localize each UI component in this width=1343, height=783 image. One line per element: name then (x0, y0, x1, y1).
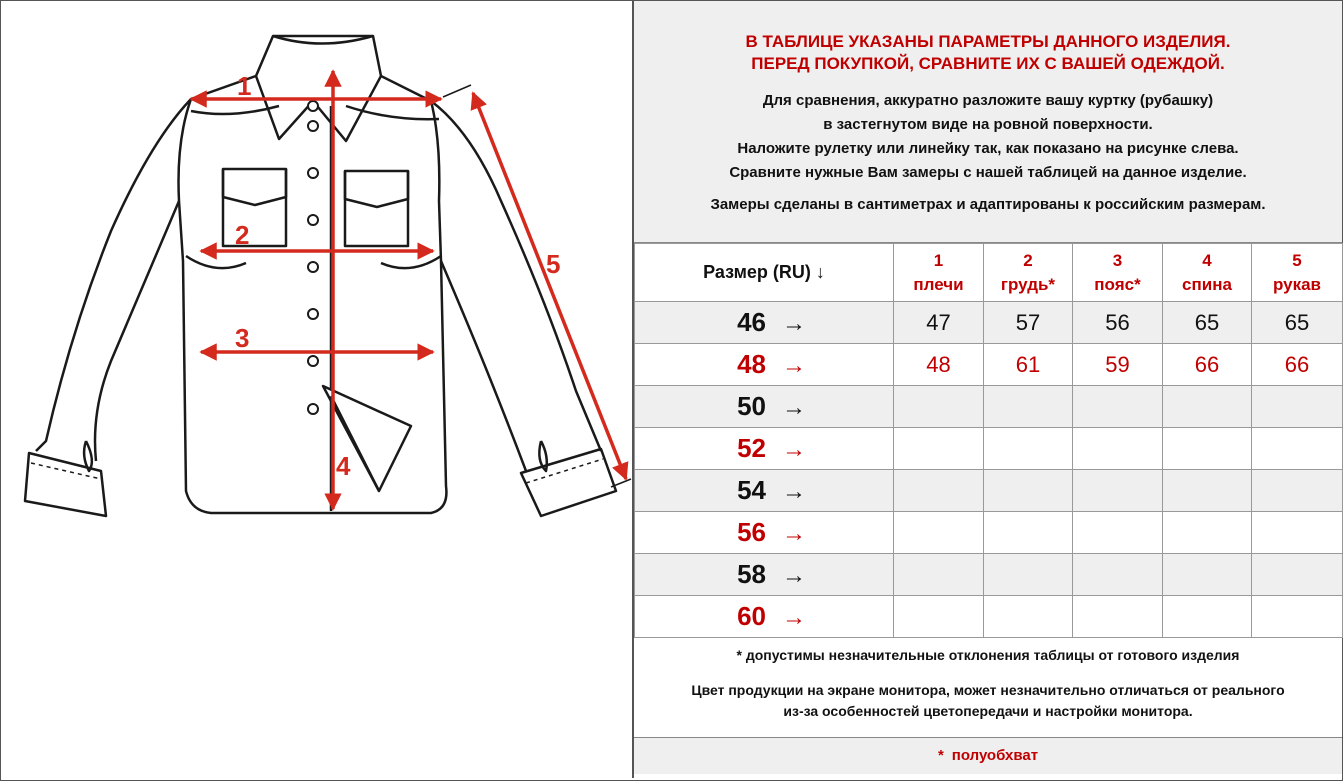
notes-section (634, 638, 1342, 738)
column-header-5: 5 рукав (1252, 244, 1343, 302)
column-header-2: 2 грудь* (984, 244, 1073, 302)
measurement-line-sleeve (473, 93, 626, 479)
label-2: 2 (235, 220, 250, 250)
table-row: 60 → (635, 596, 1343, 638)
size-chart-panel (634, 1, 1342, 778)
column-header-1: 1 плечи (894, 244, 984, 302)
measurement-lines (191, 71, 626, 509)
shirt-diagram-panel (1, 1, 634, 778)
label-5: 5 (546, 249, 561, 279)
table-row: 48 → 48 61 59 66 66 (635, 344, 1343, 386)
instructions-text: Для сравнения, аккуратно разложите вашу куртку (рубашку) в застегнутом виде на ровной поверхности. Наложите рулетку или линейку так, как показано на рисунке слева. Сравните нужные Вам замеры с нашей таблицей на данное изделие. (729, 92, 1247, 181)
table-row: 58 → (635, 554, 1343, 596)
size-column-header: Размер (RU) ↓ (635, 244, 894, 302)
size-table (634, 243, 1343, 638)
shirt-buttons (308, 101, 318, 414)
shirt-measurement-diagram (1, 1, 632, 778)
color-note: Цвет продукции на экране монитора, может незначительно отличаться от реального из-за особенностей цветопередачи и настройки монитора. (691, 682, 1285, 719)
footnote (634, 738, 1342, 774)
instructions-header (634, 1, 1342, 243)
deviation-note: * допустимы незначительные отклонения таблицы от готового изделия (736, 647, 1240, 663)
table-row: 56 → (635, 512, 1343, 554)
label-4: 4 (336, 451, 351, 481)
table-row: 50 → (635, 386, 1343, 428)
table-row: 46 → 47 57 56 65 65 (635, 302, 1343, 344)
column-header-3: 3 пояс* (1073, 244, 1163, 302)
table-row: 54 → (635, 470, 1343, 512)
table-header-row (635, 244, 1343, 302)
footnote-star: * (937, 747, 944, 764)
shirt-outline (25, 36, 616, 516)
header-title: В ТАБЛИЦЕ УКАЗАНЫ ПАРАМЕТРЫ ДАННОГО ИЗДЕЛИЯ. ПЕРЕД ПОКУПКОЙ, СРАВНИТЕ ИХ С ВАШЕЙ ОДЕЖДОЙ. (745, 32, 1231, 73)
label-3: 3 (235, 323, 250, 353)
units-note: Замеры сделаны в сантиметрах и адаптированы к российским размерам. (710, 196, 1266, 213)
label-1: 1 (237, 71, 252, 101)
footnote-text: полуобхват (951, 747, 1039, 764)
table-row: 52 → (635, 428, 1343, 470)
column-header-4: 4 спина (1163, 244, 1252, 302)
